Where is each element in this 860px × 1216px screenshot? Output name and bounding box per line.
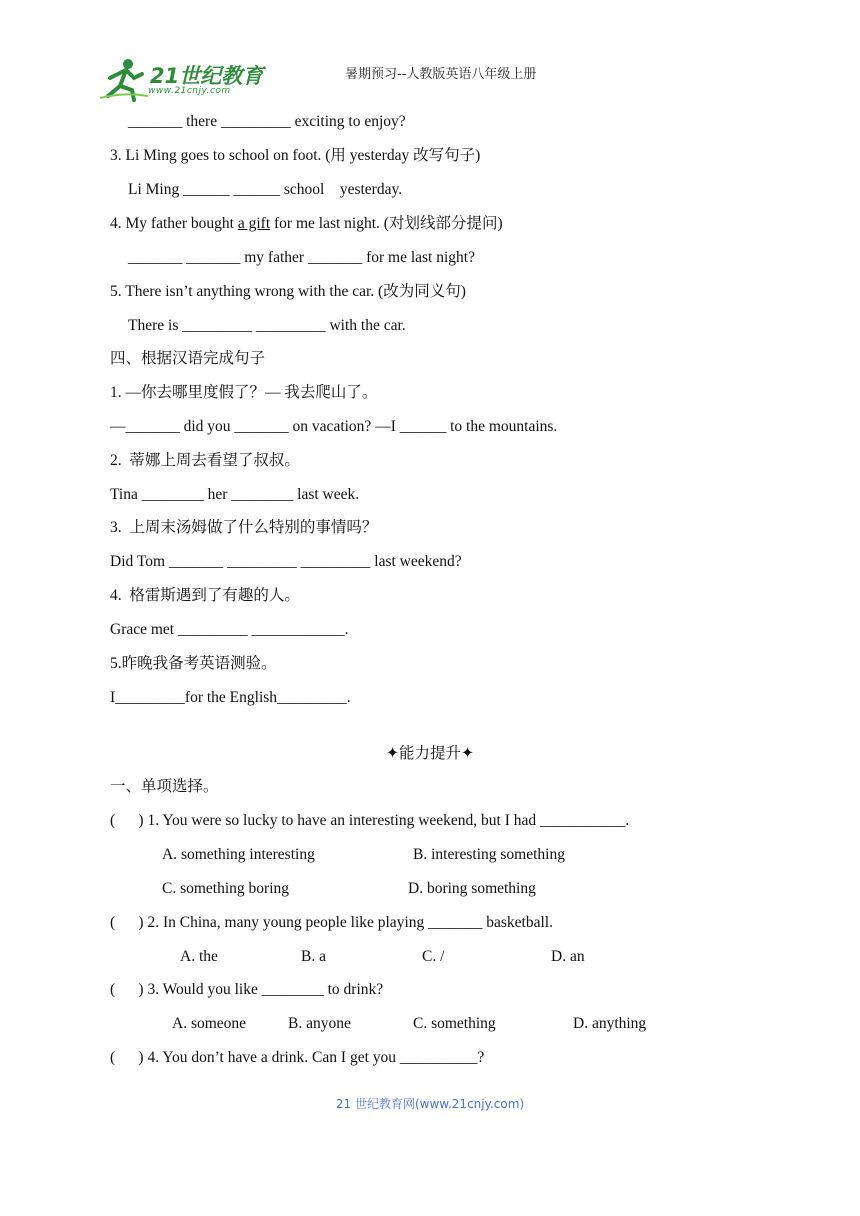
q4-prompt-pre: 4. My father bought xyxy=(110,215,238,232)
s4-item1-cn: 1. —你去哪里度假了？— 我去爬山了。 xyxy=(110,384,378,401)
q3-answer-line: Li Ming ______ ______ school yesterday. xyxy=(128,181,403,198)
mc-q3-option-a: A. someone xyxy=(172,1015,247,1032)
logo-url: www.21cnjy.com xyxy=(148,86,231,96)
q4-underlined-phrase: a gift xyxy=(237,215,271,232)
mc-q1-stem: ( ) 1. You were so lucky to have an interesting weekend, but I had ___________. xyxy=(110,812,630,829)
logo-text: 21世纪教育 xyxy=(150,64,264,88)
mc-q3-option-c: C. something xyxy=(413,1015,496,1032)
ability-heading: 一、单项选择。 xyxy=(110,778,219,795)
mc-q3-option-b: B. anyone xyxy=(288,1015,351,1032)
section4-heading: 四、根据汉语完成句子 xyxy=(110,350,266,367)
mc-q2-option-a: A. the xyxy=(180,948,218,965)
mc-q2-option-d: D. an xyxy=(551,948,585,965)
q4-prompt xyxy=(110,214,503,234)
s4-item3-cn: 3. 上周末汤姆做了什么特别的事情吗？ xyxy=(110,519,378,536)
page-header-title: 暑期预习--人教版英语八年级上册 xyxy=(345,67,537,82)
mc-q1-option-a: A. something interesting xyxy=(162,846,315,863)
s4-item5-en: I_________for the English_________. xyxy=(110,689,351,706)
site-logo xyxy=(98,56,268,102)
mc-q3-stem: ( ) 3. Would you like ________ to drink? xyxy=(110,981,384,998)
s4-item4-en: Grace met _________ ____________. xyxy=(110,621,349,638)
q5-answer-line: There is _________ _________ with the car. xyxy=(128,317,406,334)
mc-q1-option-b: B. interesting something xyxy=(413,846,565,863)
q4-prompt-post: for me last night. (对划线部分提问) xyxy=(270,215,503,232)
ability-section-title: ✦能力提升✦ xyxy=(386,744,474,762)
q2-answer-line: _______ there _________ exciting to enjoy? xyxy=(128,113,406,130)
s4-item1-en: —_______ did you _______ on vacation? —I ______ to the mountains. xyxy=(110,418,558,435)
mc-q4-stem: ( ) 4. You don’t have a drink. Can I get you __________? xyxy=(110,1049,485,1066)
s4-item4-cn: 4. 格雷斯遇到了有趣的人。 xyxy=(110,587,300,604)
mc-q2-option-b: B. a xyxy=(301,948,326,965)
mc-q1-option-c: C. something boring xyxy=(162,880,290,897)
mc-q3-option-d: D. anything xyxy=(573,1015,647,1032)
q3-prompt: 3. Li Ming goes to school on foot. (用 yesterday 改写句子) xyxy=(110,147,481,164)
s4-item3-en: Did Tom _______ _________ _________ last weekend? xyxy=(110,553,462,570)
s4-item2-cn: 2. 蒂娜上周去看望了叔叔。 xyxy=(110,452,300,469)
mc-q1-option-d: D. boring something xyxy=(408,880,536,897)
s4-item5-cn: 5.昨晚我备考英语测验。 xyxy=(110,655,277,672)
page-footer: 21 世纪教育网(www.21cnjy.com) xyxy=(335,1097,525,1111)
mc-q2-stem: ( ) 2. In China, many young people like playing _______ basketball. xyxy=(110,914,553,931)
runner-logo-icon xyxy=(98,56,150,102)
q5-prompt: 5. There isn’t anything wrong with the car. (改为同义句) xyxy=(110,283,466,300)
s4-item2-en: Tina ________ her ________ last week. xyxy=(110,486,360,503)
mc-q2-option-c: C. / xyxy=(422,948,445,965)
q4-answer-line: _______ _______ my father _______ for me last night? xyxy=(128,249,475,266)
